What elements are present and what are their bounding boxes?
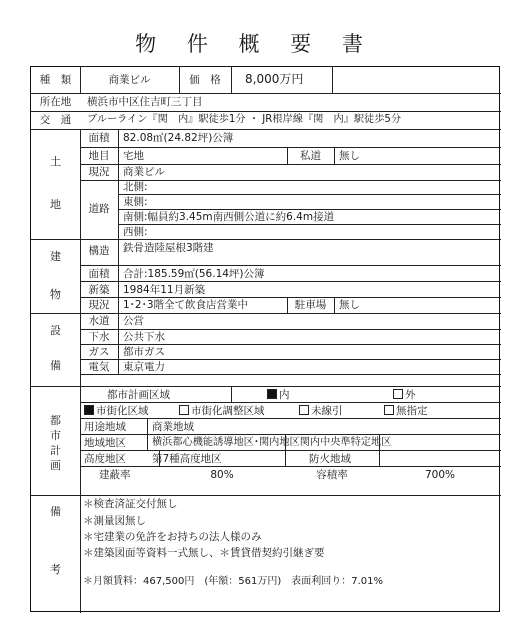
zone-label-1: 市街化区域 <box>96 405 149 417</box>
remark-line-4: ＊建築図面等資料一式無し、＊賃貸借契約引継ぎ要 <box>83 547 325 559</box>
zone-checkbox-2 <box>179 405 189 415</box>
price-label: 価 格 <box>189 74 221 86</box>
zone-checkbox-1 <box>84 405 94 415</box>
price-value: 8,000万円 <box>245 72 304 86</box>
zone-label-3: 未線引 <box>311 405 343 417</box>
far-label: 容積率 <box>316 469 348 481</box>
built-value: 1984年11月新築 <box>123 284 206 296</box>
sewer-label: 下水 <box>88 331 110 343</box>
location-label: 所在地 <box>39 96 72 108</box>
land-section-char-1: 土 <box>50 155 61 168</box>
area-in-checkbox <box>267 389 277 399</box>
zone-checkbox-3 <box>299 405 309 415</box>
zone-option-1 <box>84 404 149 418</box>
district-value: 横浜都心機能誘導地区･関内地区関内中央準特定地区 <box>152 437 392 448</box>
remark-line-3: ＊宅建業の免許をお持ちの法人様のみ <box>83 531 262 543</box>
planning-section <box>31 413 80 473</box>
document-title: 物 件 概 要 書 <box>135 32 375 56</box>
planning-section-char-1: 都 <box>50 414 61 427</box>
zone-label-2: 市街化調整区域 <box>191 405 265 417</box>
transport-value: ブルーライン『関 内』駅徒歩1分 ・ JR根岸線『関 内』駅徒歩5分 <box>87 114 402 125</box>
area-in-label: 内 <box>279 389 290 401</box>
facilities-section-char-1: 設 <box>50 324 61 337</box>
remarks-section-char-2: 考 <box>50 563 61 576</box>
area-out-label: 外 <box>405 389 416 401</box>
power-value: 東京電力 <box>123 361 165 373</box>
building-area-label: 面積 <box>88 268 110 280</box>
gas-label: ガス <box>88 346 110 358</box>
road-label: 道路 <box>88 203 110 215</box>
type-value: 商業ビル <box>108 74 151 86</box>
type-label: 種 類 <box>39 74 72 86</box>
use-zone-value: 商業地域 <box>152 421 194 433</box>
land-status-value: 商業ビル <box>123 166 165 178</box>
planning-section-char-4: 画 <box>50 459 61 472</box>
structure-label: 構造 <box>88 245 110 257</box>
fire-zone-label: 防火地域 <box>309 453 351 465</box>
land-category-label: 地目 <box>88 150 110 162</box>
parking-label: 駐車場 <box>294 299 327 311</box>
road-south: 南側:幅員約3.45m南西側公道に約6.4m接道 <box>123 211 335 223</box>
land-section-char-2: 地 <box>50 198 61 211</box>
zone-checkbox-4 <box>384 405 394 415</box>
zone-option-4 <box>384 404 428 418</box>
private-road-value: 無し <box>339 150 360 162</box>
area-out-option <box>393 388 416 402</box>
facilities-section-char-2: 備 <box>50 359 61 372</box>
structure-value: 鉄骨造陸屋根3階建 <box>123 242 214 254</box>
building-status-value: 1･2･3階全て飲食店営業中 <box>123 299 249 311</box>
zone-option-2 <box>179 404 265 418</box>
land-area-label: 面積 <box>88 132 110 144</box>
building-section-char-2: 物 <box>50 288 61 301</box>
planning-section-char-2: 市 <box>50 429 61 442</box>
coverage-label: 建蔽率 <box>99 469 131 481</box>
height-district-value: 第7種高度地区 <box>152 453 222 465</box>
remark-line-5: ＊月額賃料：467,500円 (年額：561万円) 表面利回り：7.01% <box>83 576 384 587</box>
district-label: 地域地区 <box>84 437 126 449</box>
land-status-label: 現況 <box>88 166 110 178</box>
property-summary-table <box>30 66 500 612</box>
road-east: 東側: <box>123 196 148 208</box>
road-west: 西側: <box>123 226 148 238</box>
road-north: 北側: <box>123 181 148 193</box>
remarks-section-char-1: 備 <box>50 505 61 518</box>
building-area-value: 合計:185.59㎡(56.14坪)公簿 <box>123 268 265 280</box>
land-area-value: 82.08㎡(24.82坪)公簿 <box>123 132 234 144</box>
water-value: 公営 <box>123 315 144 327</box>
use-zone-label: 用途地域 <box>84 421 126 433</box>
gas-value: 都市ガス <box>123 346 165 358</box>
planning-section-char-3: 計 <box>50 444 61 457</box>
parking-value: 無し <box>339 299 360 311</box>
transport-label: 交 通 <box>39 114 72 126</box>
zone-label-4: 無指定 <box>396 405 428 417</box>
far-value: 700% <box>424 469 456 481</box>
built-label: 新築 <box>88 284 110 296</box>
power-label: 電気 <box>88 361 110 373</box>
sewer-value: 公共下水 <box>123 331 165 343</box>
private-road-label: 私道 <box>300 150 321 162</box>
area-in-option <box>267 388 290 402</box>
coverage-value: 80% <box>210 469 234 481</box>
water-label: 水道 <box>88 315 110 327</box>
location-value: 横浜市中区住吉町三丁目 <box>87 96 203 108</box>
area-out-checkbox <box>393 389 403 399</box>
zone-option-3 <box>299 404 343 418</box>
city-planning-area-label: 都市計画区域 <box>107 389 170 401</box>
building-status-label: 現況 <box>88 299 110 311</box>
building-section-char-1: 建 <box>50 250 61 263</box>
remark-line-2: ＊測量図無し <box>83 515 146 527</box>
land-category-value: 宅地 <box>123 150 144 162</box>
height-district-label: 高度地区 <box>84 453 126 465</box>
remark-line-1: ＊検査済証交付無し <box>83 498 178 510</box>
